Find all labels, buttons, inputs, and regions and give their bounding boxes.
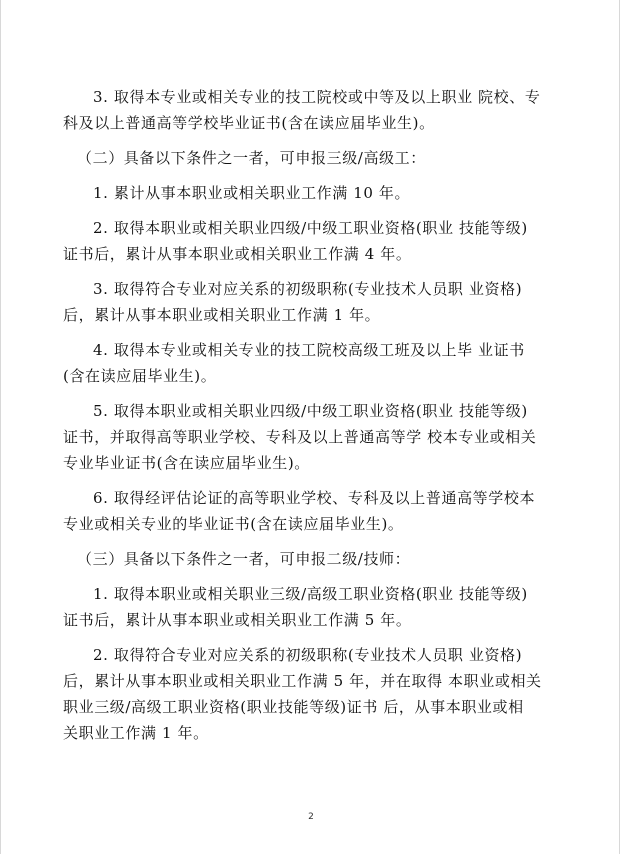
text-line: 科及以上普通高等学校毕业证书(含在读应届毕业生)。 — [63, 114, 435, 132]
text-line: 5. 取得本职业或相关职业四级/中级工职业资格(职业 技能等级) — [93, 402, 528, 420]
list-item-paragraph — [63, 215, 567, 267]
document-body — [63, 84, 567, 755]
list-item-paragraph — [63, 276, 567, 328]
text-line: 2. 取得符合专业对应关系的初级职称(专业技术人员职 业资格) — [93, 646, 523, 664]
text-line: （三）具备以下条件之一者，可申报二级/技师： — [77, 550, 411, 568]
list-item-paragraph — [63, 337, 567, 389]
text-line: 4. 取得本专业或相关专业的技工院校高级工班及以上毕 业证书 — [93, 341, 525, 359]
page-number: 2 — [308, 812, 314, 822]
text-line: （二）具备以下条件之一者，可申报三级/高级工： — [77, 149, 426, 167]
text-line: 后，累计从事本职业或相关职业工作满 5 年，并在取得 本职业或相关 — [63, 672, 542, 690]
text-line: 证书后，累计从事本职业或相关职业工作满 5 年。 — [63, 611, 412, 629]
text-line: 6. 取得经评估论证的高等职业学校、专科及以上普通高等学校本 — [93, 489, 536, 507]
list-item-paragraph — [63, 84, 567, 136]
text-line: (含在读应届毕业生)。 — [63, 367, 217, 385]
list-item-paragraph — [63, 642, 567, 746]
text-line: 1. 取得本职业或相关职业三级/高级工职业资格(职业 技能等级) — [93, 585, 528, 603]
text-line: 关职业工作满 1 年。 — [63, 724, 209, 742]
list-item-paragraph — [63, 581, 567, 633]
text-line: 后，累计从事本职业或相关职业工作满 1 年。 — [63, 306, 381, 324]
text-line: 专业或相关专业的毕业证书(含在读应届毕业生)。 — [63, 515, 404, 533]
section-heading — [63, 145, 567, 171]
text-line: 3. 取得本专业或相关专业的技工院校或中等及以上职业 院校、专 — [93, 88, 541, 106]
list-item-paragraph — [63, 180, 567, 206]
text-line: 专业毕业证书(含在读应届毕业生)。 — [63, 454, 310, 472]
text-line: 1. 累计从事本职业或相关职业工作满 10 年。 — [93, 184, 411, 202]
text-line: 3. 取得符合专业对应关系的初级职称(专业技术人员职 业资格) — [93, 280, 523, 298]
text-line: 证书后，累计从事本职业或相关职业工作满 4 年。 — [63, 245, 412, 263]
list-item-paragraph — [63, 398, 567, 476]
text-line: 证书，并取得高等职业学校、专科及以上普通高等学 校本专业或相关 — [63, 428, 537, 446]
text-line: 2. 取得本职业或相关职业四级/中级工职业资格(职业 技能等级) — [93, 219, 528, 237]
list-item-paragraph — [63, 485, 567, 537]
text-line: 职业三级/高级工职业资格(职业技能等级)证书 后，从事本职业或相 — [63, 698, 524, 716]
section-heading — [63, 546, 567, 572]
